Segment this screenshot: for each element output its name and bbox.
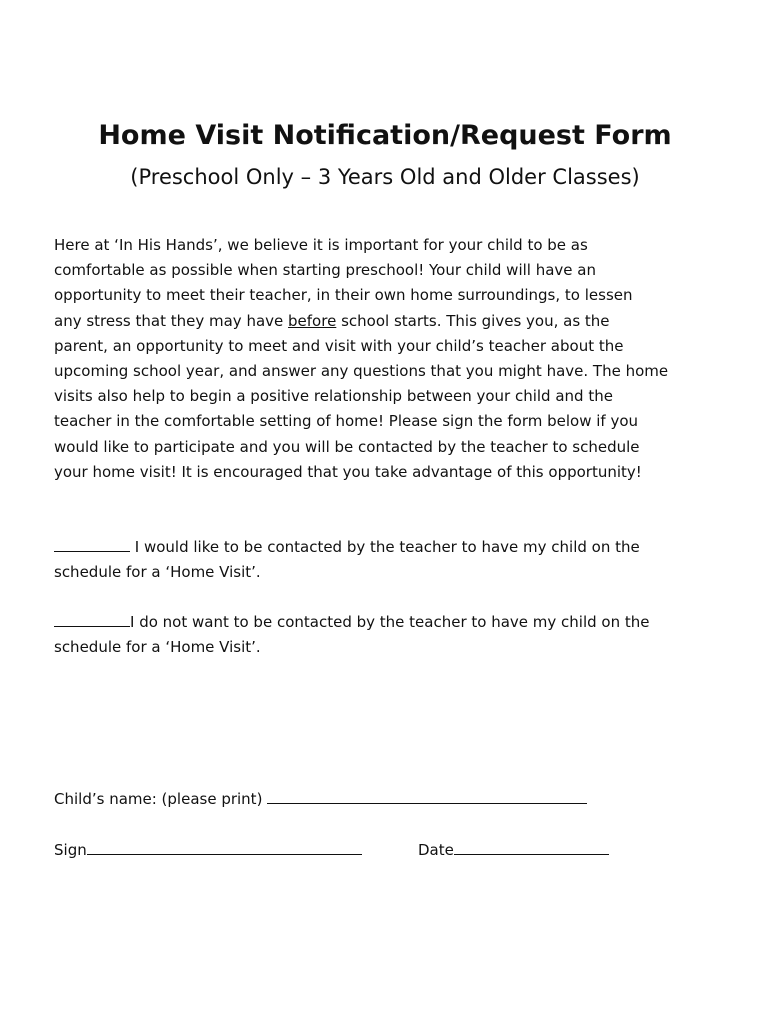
option-yes-blank[interactable] bbox=[54, 535, 130, 552]
option-contact-yes bbox=[54, 535, 714, 585]
option-no-blank[interactable] bbox=[54, 610, 130, 627]
option-yes-line: schedule for a ‘Home Visit’. bbox=[54, 563, 261, 581]
intro-line: visits also help to begin a positive relationship between your child and the bbox=[54, 387, 613, 406]
option-yes-line bbox=[54, 535, 714, 560]
intro-line: upcoming school year, and answer any questions that you might have. The home bbox=[54, 362, 669, 381]
intro-line-text: school starts. This gives you, as the bbox=[336, 311, 610, 330]
intro-paragraph bbox=[54, 233, 714, 485]
intro-line: Here at ‘In His Hands’, we believe it is important for your child to be as bbox=[54, 236, 588, 254]
option-contact-no bbox=[54, 610, 714, 660]
intro-line: opportunity to meet their teacher, in their own home surroundings, to lessen bbox=[54, 286, 633, 305]
child-name-field bbox=[54, 787, 587, 812]
child-name-label: Child’s name: (please print) bbox=[54, 790, 263, 808]
option-no-line: schedule for a ‘Home Visit’. bbox=[54, 638, 261, 656]
date-blank[interactable] bbox=[454, 838, 609, 855]
child-name-blank[interactable] bbox=[267, 787, 587, 804]
intro-line: teacher in the comfortable setting of home! Please sign the form below if you bbox=[54, 412, 639, 431]
option-no-text: I do not want to be contacted by the teacher to have my child on the bbox=[130, 613, 650, 631]
intro-line: your home visit! It is encouraged that you take advantage of this opportunity! bbox=[54, 462, 642, 481]
sign-blank[interactable] bbox=[87, 838, 362, 855]
date-field bbox=[418, 838, 609, 863]
form-title: Home Visit Notification/Request Form bbox=[98, 120, 672, 151]
intro-line-text: any stress that they may have bbox=[54, 311, 289, 330]
option-yes-text: I would like to be contacted by the teacher to have my child on the bbox=[130, 538, 640, 556]
option-no-line bbox=[54, 610, 714, 635]
intro-line: parent, an opportunity to meet and visit with your child’s teacher about the bbox=[54, 336, 624, 355]
intro-line: would like to participate and you will be contacted by the teacher to schedule bbox=[54, 437, 640, 456]
intro-line bbox=[54, 309, 714, 334]
underlined-word-before: before bbox=[288, 311, 337, 330]
sign-field bbox=[54, 838, 362, 863]
date-label: Date bbox=[418, 841, 454, 859]
form-subtitle: (Preschool Only – 3 Years Old and Older Classes) bbox=[130, 165, 640, 189]
sign-label: Sign bbox=[54, 841, 87, 859]
intro-line: comfortable as possible when starting preschool! Your child will have an bbox=[54, 261, 596, 280]
